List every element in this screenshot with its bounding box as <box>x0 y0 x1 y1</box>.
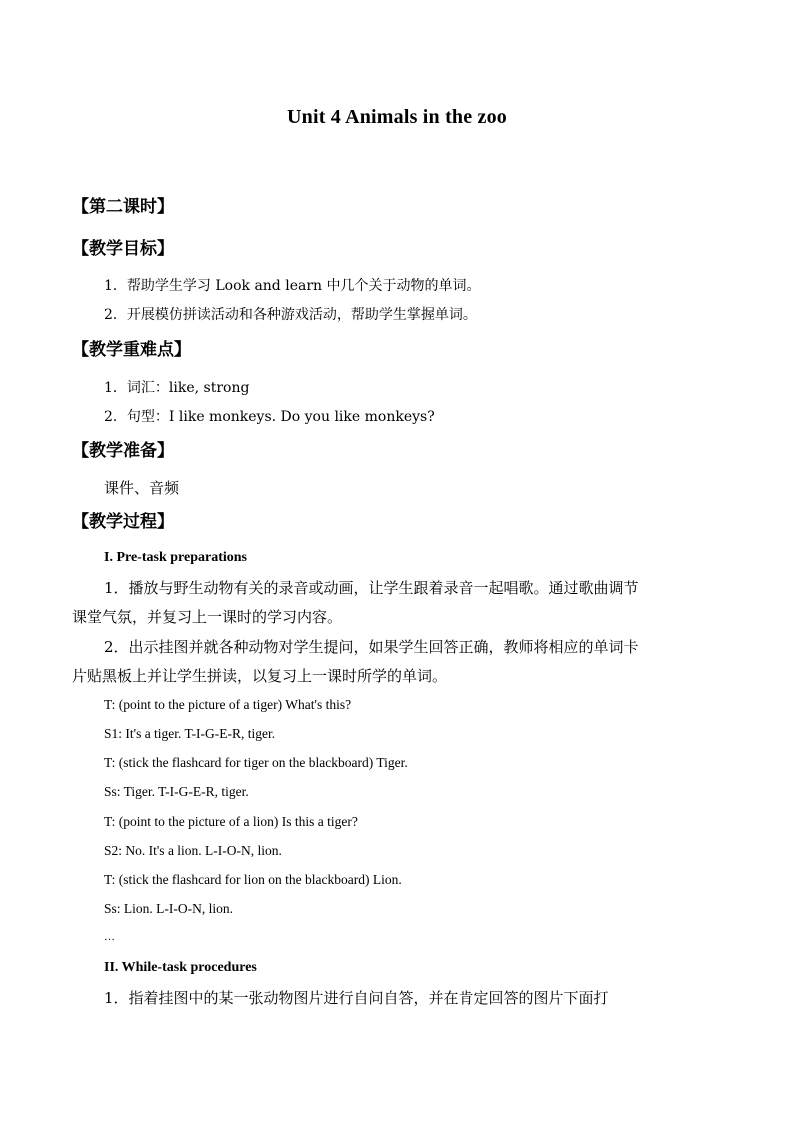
dialogue-line: T: (point to the picture of a lion) Is this a tiger? <box>104 814 358 829</box>
preparation-text: 课件、音频 <box>104 479 180 497</box>
key-point-item-2: 2．句型：I like monkeys. Do you like monkeys? <box>104 409 435 425</box>
dialogue-line: S2: No. It's a lion. L-I-O-N, lion. <box>104 843 282 858</box>
pre-task-paragraph-1-line-2: 课堂气氛，并复习上一课时的学习内容。 <box>72 608 343 626</box>
while-task-heading: II. While-task procedures <box>104 960 257 975</box>
dialogue-line: Ss: Tiger. T-I-G-E-R, tiger. <box>104 784 249 799</box>
pre-task-heading: I. Pre-task preparations <box>104 550 247 565</box>
pre-task-paragraph-2-line-1: 2．出示挂图并就各种动物对学生提问，如果学生回答正确，教师将相应的单词卡 <box>104 638 639 656</box>
lesson-heading: 【第二课时】 <box>72 197 174 217</box>
key-point-item-1: 1．词汇：like, strong <box>104 380 250 396</box>
pre-task-paragraph-1-line-1: 1．播放与野生动物有关的录音或动画，让学生跟着录音一起唱歌。通过歌曲调节 <box>104 579 639 597</box>
dialogue-ellipsis: … <box>104 931 115 943</box>
dialogue-line: T: (point to the picture of a tiger) What's this? <box>104 697 352 712</box>
dialogue-line: S1: It's a tiger. T-I-G-E-R, tiger. <box>104 726 276 741</box>
while-task-paragraph-1-line-1: 1．指着挂图中的某一张动物图片进行自问自答，并在肯定回答的图片下面打 <box>104 989 609 1007</box>
process-heading: 【教学过程】 <box>72 512 174 532</box>
dialogue-line: Ss: Lion. L-I-O-N, lion. <box>104 901 233 916</box>
objective-item-1: 1．帮助学生学习 Look and learn 中几个关于动物的单词。 <box>104 278 481 294</box>
preparation-heading: 【教学准备】 <box>72 441 174 461</box>
key-points-heading: 【教学重难点】 <box>72 340 191 360</box>
document-title: Unit 4 Animals in the zoo <box>286 106 508 128</box>
dialogue-line: T: (stick the flashcard for tiger on the blackboard) Tiger. <box>104 755 408 770</box>
objective-item-2: 2．开展模仿拼读活动和各种游戏活动，帮助学生掌握单词。 <box>104 307 477 323</box>
objectives-heading: 【教学目标】 <box>72 239 174 259</box>
pre-task-paragraph-2-line-2: 片贴黑板上并让学生拼读，以复习上一课时所学的单词。 <box>72 667 448 685</box>
dialogue-line: T: (stick the flashcard for lion on the blackboard) Lion. <box>104 872 402 887</box>
